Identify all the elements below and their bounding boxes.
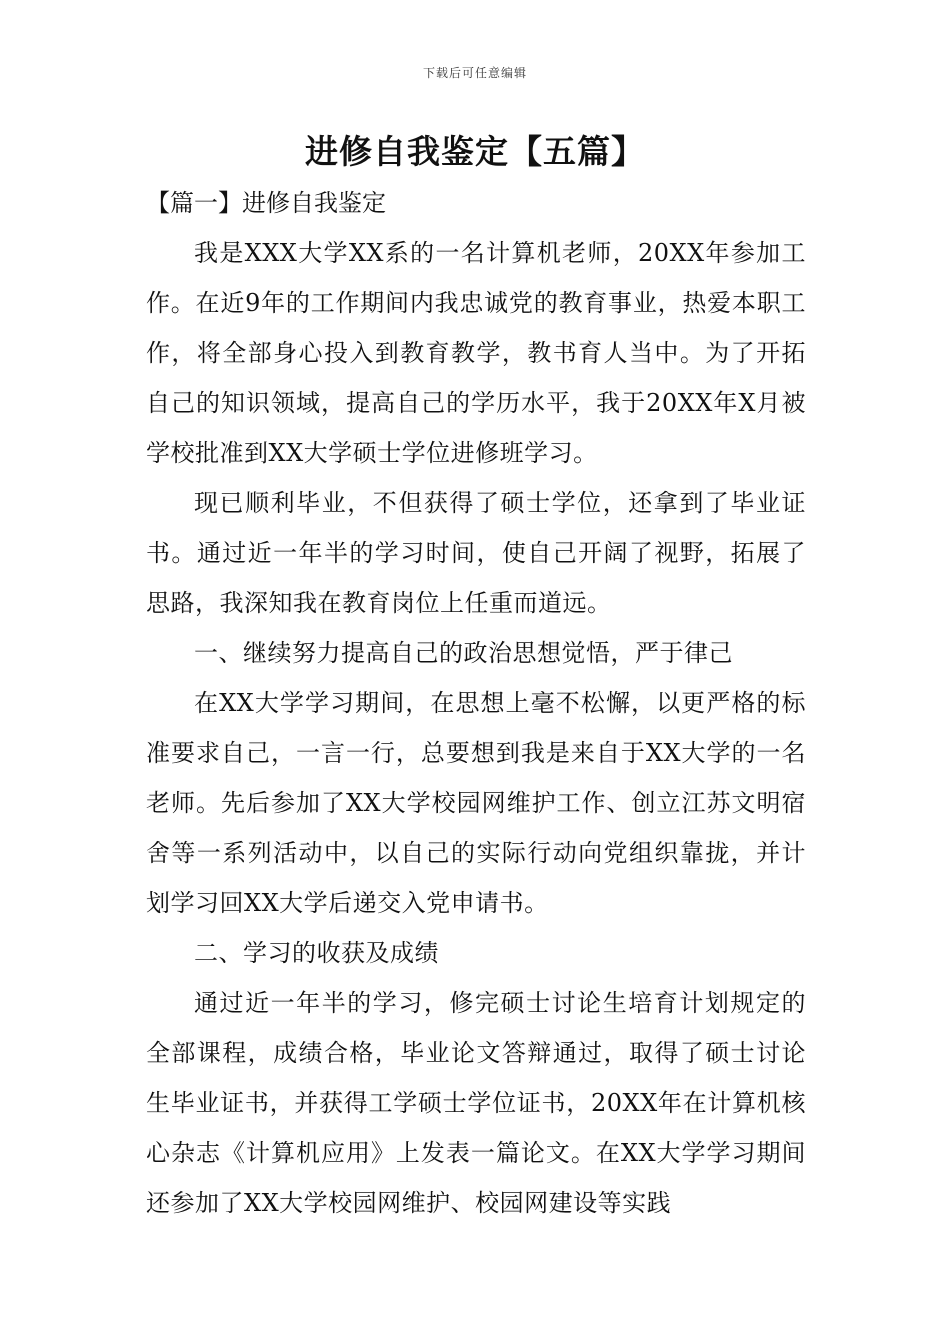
paragraph-study-results: 通过近一年半的学习，修完硕士讨论生培育计划规定的全部课程，成绩合格，毕业论文答辩通过，取得了硕士讨论生毕业证书，并获得工学硕士学位证书，20XX年在计算机核心杂志《计算机应用》上发表一篇论文。在XX大学学习期间还参加了XX大学校园网维护、校园网建设等实践 — [146, 989, 806, 1217]
section-heading: 【篇一】进修自我鉴定 — [146, 189, 386, 217]
paragraph-intro: 我是XXX大学XX系的一名计算机老师，20XX年参加工作。在近9年的工作期间内我忠诚党的教育事业，热爱本职工作，将全部身心投入到教育教学，教书育人当中。为了开拓自己的知识领域，提高自己的学历水平，我于20XX年X月被学校批准到XX大学硕士学位进修班学习。 — [146, 239, 806, 467]
document-title: 进修自我鉴定【五篇】 — [305, 132, 645, 171]
paragraph-graduation: 现已顺利毕业，不但获得了硕士学位，还拿到了毕业证书。通过近一年半的学习时间，使自己开阔了视野，拓展了思路，我深知我在教育岗位上任重而道远。 — [146, 489, 806, 617]
document-body — [146, 178, 806, 1228]
paragraph-political: 在XX大学学习期间，在思想上毫不松懈，以更严格的标准要求自己，一言一行，总要想到我是来自于XX大学的一名老师。先后参加了XX大学校园网维护工作、创立江苏文明宿舍等一系列活动中，以自己的实际行动向党组织靠拢，并计划学习回XX大学后递交入党申请书。 — [146, 689, 806, 917]
subheading-study-results: 二、学习的收获及成绩 — [194, 939, 439, 967]
subheading-political: 一、继续努力提高自己的政治思想觉悟，严于律己 — [194, 639, 733, 667]
header-note: 下载后可任意编辑 — [422, 66, 527, 80]
